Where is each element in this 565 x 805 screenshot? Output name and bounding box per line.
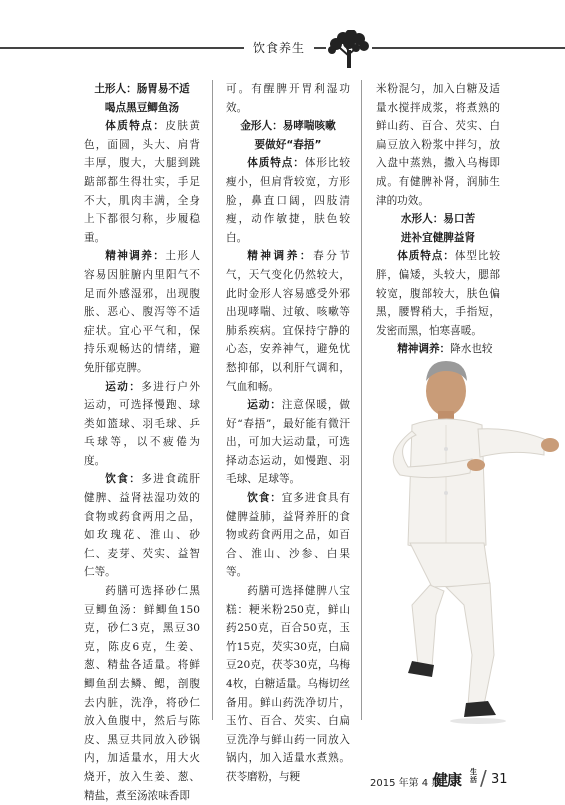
paragraph-text: 皮肤黄色，面圆，头大、肩背丰厚，腹大，大腿到跳踮部都生得壮实，手足不大，肌肉丰满，全身上下都很匀称，步履稳重。 <box>84 120 200 244</box>
paragraph <box>84 247 200 377</box>
paragraph <box>226 489 350 582</box>
paragraph-text: 体型比较胖，偏矮，头较大，腮部较宽，腹部较大，肤色偏黑，腰臀稍大，手指短，发密而黑，怕寒喜暖。 <box>376 250 501 337</box>
tree-icon <box>326 30 372 70</box>
paragraph: 药膳可选择健脾八宝糕：粳米粉250克，鲜山药250克，百合50克，玉竹15克，芡实30克，白扁豆20克，茯苓30克，乌梅4枚，白糖适量。乌梅切丝备用。鲜山药洗净切片，玉竹、百合、芡实、白扁豆洗净与鲜山药一同放入锅内，加入适量水煮熟。茯苓磨粉，与粳 <box>226 585 350 783</box>
issue-label: 2015 年第 4 期 <box>370 778 442 789</box>
column-2 <box>226 80 350 787</box>
paragraph-text: 体形比较瘦小，但肩背较宽，方形脸，鼻直口阔，四肢清瘦，动作敏捷，肤色较白。 <box>226 157 351 244</box>
label: 精神调养： <box>247 250 314 263</box>
subheading-earth-type: 喝点黑豆鲫鱼汤 <box>104 101 180 114</box>
label: 精神调养： <box>397 343 451 356</box>
paragraph-text: 多进行户外运动，可选择慢跑、球类如篮球、羽毛球、乒乓球等，以不疲倦为度。 <box>84 380 200 467</box>
label: 体质特点： <box>397 250 455 263</box>
tai-chi-man-photo <box>372 355 560 735</box>
paragraph <box>84 117 200 247</box>
label: 饮食： <box>105 473 142 486</box>
subheading-metal-type: 要做好“春捂” <box>254 138 322 151</box>
footer <box>370 768 550 790</box>
label: 运动： <box>105 380 142 393</box>
label: 饮食： <box>247 492 282 505</box>
label: 精神调养： <box>105 250 166 263</box>
paragraph <box>226 247 350 396</box>
paragraph-text: 土形人容易因脏腑内里阳气不足而外感湿邪，出现腹胀、恶心、腹泻等不适症状。宜心平气和，保持乐观畅达的情绪，避免肝郁克脾。 <box>84 250 200 374</box>
heading-water-type: 水形人：易口苦 <box>400 213 476 226</box>
column-1 <box>84 80 200 805</box>
heading-metal-type: 金形人：易哮喘咳嗽 <box>240 120 336 133</box>
label: 运动： <box>247 399 282 412</box>
paragraph <box>376 247 500 340</box>
page-number: 31 <box>491 772 508 787</box>
heading-earth-type: 土形人：肠胃易不适 <box>94 83 190 95</box>
paragraph-text: 注意保暖，做好“春捂”，最好能有微汗出，可加大运动量，可选择动态运动，如慢跑、羽毛球、足球等。 <box>226 399 351 486</box>
header-rule-far-right <box>372 47 565 49</box>
paragraph-text: 多进食疏肝健脾、益肾祛湿功效的食物或药食两用之品，如玫瑰花、淮山、砂仁、麦芽、芡实、益智仁等。 <box>84 473 200 579</box>
column-divider <box>361 80 362 720</box>
paragraph: 可。有醒脾开胃利湿功效。 <box>226 83 350 114</box>
subheading-water-type: 进补宜健脾益肾 <box>400 231 476 244</box>
paragraph: 药膳可选择砂仁黑豆鲫鱼汤：鲜鲫鱼150克，砂仁3克，黑豆30克，陈皮6克，生姜、葱、精盐各适量。将鲜鲫鱼刮去鳞、鳃，剖腹去内脏，洗净，将砂仁放入鱼腹中，然后与陈皮、黑豆共同放入砂锅内，加适量水，用大火烧开，放入生姜、葱、精盐，煮至汤浓味香即 <box>84 585 200 802</box>
label: 体质特点： <box>105 120 166 133</box>
column-3 <box>376 80 500 359</box>
paragraph-text: 宜多进食具有健脾益肺，益肾养肝的食物或药食两用之品，如百合、淮山、沙参、白果等。 <box>226 492 351 579</box>
paragraph: 米粉混匀，加入白糖及适量水搅拌成浆，将煮熟的鲜山药、百合、芡实、白扁豆放入粉浆中拌匀，放入盘中蒸熟，撒入乌梅即成。有健脾补肾，润肺生津的功效。 <box>376 83 500 207</box>
column-divider <box>212 80 213 720</box>
magazine-logo-sub: 生活 <box>470 768 477 784</box>
magazine-logo: 健康 <box>433 771 462 789</box>
footer-slash: / <box>480 766 487 790</box>
header-rule-right <box>314 47 326 49</box>
label: 体质特点： <box>247 157 305 170</box>
paragraph <box>226 154 350 247</box>
paragraph-text: 春分节气，天气变化仍然较大，此时金形人容易感受外邪出现哮喘、过敏、咳嗽等肺系疾病。宜保持宁静的心态，安养神气，避免忧愁抑郁，以利肝气调和，气血和畅。 <box>226 250 351 393</box>
paragraph <box>84 470 200 582</box>
paragraph-text: 降水也较 <box>450 343 493 356</box>
paragraph <box>226 396 350 489</box>
header-rule-left <box>0 47 244 49</box>
paragraph <box>84 378 200 471</box>
section-title: 饮食养生 <box>244 39 314 56</box>
